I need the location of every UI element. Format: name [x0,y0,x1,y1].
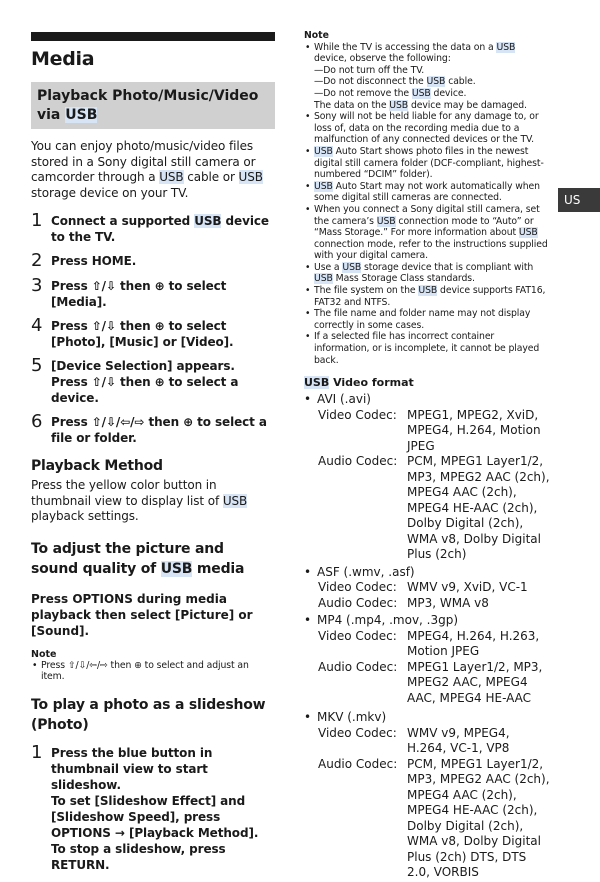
top-rule [31,32,275,41]
right-column [304,30,550,881]
note-list [304,42,550,367]
subsection-title: Playback Photo/Music/Video via USB [31,82,275,129]
step-6: 6 Press ⇧/⇩/⇦/⇨ then ⊕ to select a file or folder. [31,411,267,445]
container-mp4: • MP4 (.mp4, .mov, .3gp) Video Codec: MPEG4, H.264, H.263, Motion JPEG Audio Codec: MPEG1 Layer1/2, MP3, MPEG2 AAC, MPEG4 AAC, MPEG4 HE-AAC [304,613,543,705]
note-item: • Sony will not be held liable for any damage to, or loss of, data on the recording media due to a malfunction of any connected devices or the TV. [304,111,550,146]
video-format-heading: USB Video format [304,376,414,390]
note-item: • When you connect a Sony digital still camera, set the camera’s USB connection mode to “Auto” or “Mass Storage.” For more information about USB connection mode, refer to the instructions supplied with your digital camera. [304,204,550,262]
note-item: • The file system on the USB device supports FAT16, FAT32 and NTFS. [304,285,550,308]
container-mkv: • MKV (.mkv) Video Codec: WMV v9, MPEG4, H.264, VC-1, VP8 Audio Codec: PCM, MPEG1 Layer1/2, MP3, MPEG2 AAC (2ch), MPEG4 AAC (2ch), MPEG4 HE-AAC (2ch), Dolby Digital (2ch), WMA v8, Dolby Digital Plus (2ch) DTS, DTS 2.0, VORBIS [304,710,550,880]
note-item: • While the TV is accessing the data on a USB device, observe the following: —Do not turn off the TV. —Do not disconnect the USB cable. —Do not remove the USB device. The data on the USB device may be damaged. [304,42,550,112]
adjust-note-label: Note [31,648,57,660]
slideshow-step: 1 Press the blue button in thumbnail view to start slideshow. To set [Slideshow Effect] and [Slideshow Speed], press OPTIONS → [Playback Method]. To stop a slideshow, press RETURN. [31,741,259,872]
adjust-note-item: • Press ⇧/⇩/⇦/⇨ then ⊕ to select and adjust an item. [31,660,275,683]
step-1: 1 Connect a supported USB device to the TV. [31,210,269,244]
note-item: • USB Auto Start may not work automatically when some digital still cameras are connected. [304,181,550,204]
step-3: 3 Press ⇧/⇩ then ⊕ to select [Media]. [31,275,227,309]
step-2: 2 Press HOME. [31,250,137,271]
note-item: • If a selected file has incorrect container information, or is incomplete, it cannot be played back. [304,331,550,366]
left-column [31,32,275,879]
playback-method-heading: Playback Method [31,458,163,474]
note-label: Note [304,30,329,41]
container-asf: • ASF (.wmv, .asf) Video Codec: WMV v9, XviD, VC-1 Audio Codec: MP3, WMA v8 [304,564,528,610]
step-5: 5 [Device Selection] appears. Press ⇧/⇩ then ⊕ to select a device. [31,355,239,405]
adjust-instruction: Press OPTIONS during media playback then select [Picture] or [Sound]. [31,591,253,638]
playback-method-text: Press the yellow color button in thumbnail view to display list of USB playback settings. [31,478,248,523]
note-item: • Use a USB storage device that is compliant with USB Mass Storage Class standards. [304,262,550,285]
container-avi: • AVI (.avi) Video Codec: MPEG1, MPEG2, XviD, MPEG4, H.264, Motion JPEG Audio Codec: PCM, MPEG1 Layer1/2, MP3, MPEG2 AAC (2ch), MPEG4 AAC (2ch), MPEG4 HE-AAC (2ch), Dolby Digital (2ch), WMA v8, Dolby Digital Plus (2ch) [304,392,550,562]
slideshow-heading: To play a photo as a slideshow (Photo) [31,696,266,733]
section-title: Media [31,48,95,70]
step-4: 4 Press ⇧/⇩ then ⊕ to select [Photo], [Music] or [Video]. [31,315,234,349]
note-item: • The file name and folder name may not display correctly in some cases. [304,308,550,331]
region-tab-us: US [558,188,600,212]
adjust-heading: To adjust the picture and sound quality of USB media [31,540,245,577]
note-item: • USB Auto Start shows photo files in the newest digital still camera folder (DCF-compliant, highest-numbered “DCIM” folder). [304,146,550,181]
intro-paragraph: You can enjoy photo/music/video files stored in a Sony digital still camera or camcorder through a USB cable or USB storage device on your TV. [31,139,263,200]
adjust-note-list [31,660,275,683]
